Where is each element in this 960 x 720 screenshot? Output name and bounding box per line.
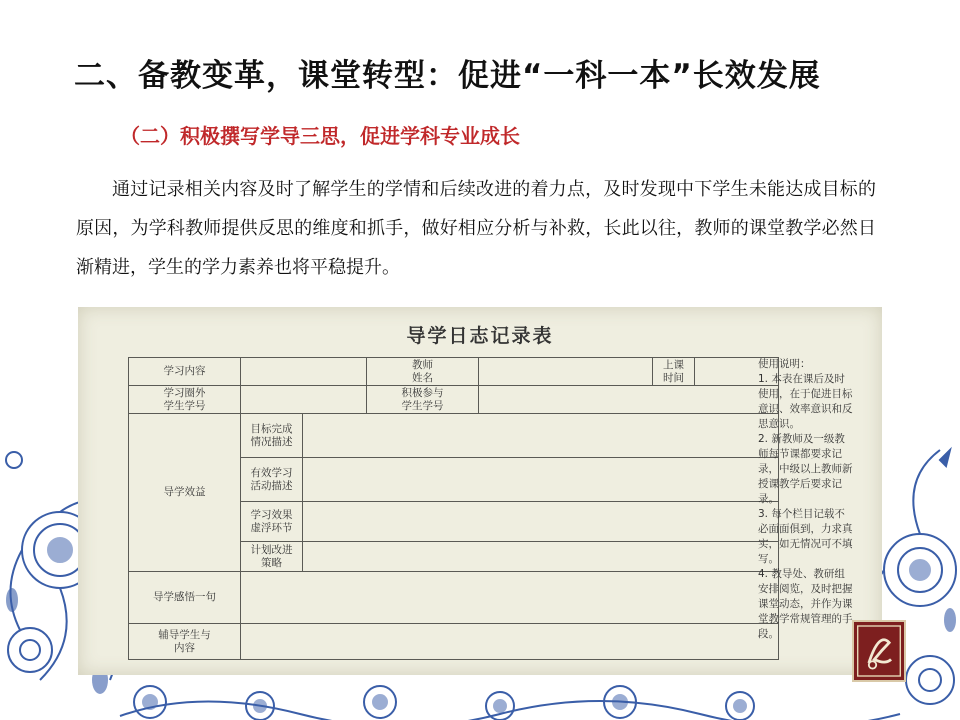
cell-weak-link [303,502,779,542]
label-improvement: 计划改进 策略 [241,542,303,572]
label-tutoring: 辅导学生与 内容 [129,624,241,660]
label-effective-activity: 有效学习 活动描述 [241,458,303,502]
label-reflection: 导学感悟一句 [129,572,241,624]
label-outside-students: 学习圈外 学生学号 [129,386,241,414]
label-active-students: 积极参与 学生学号 [367,386,479,414]
cell-effective-activity [303,458,779,502]
log-form-table [128,357,779,660]
label-effect: 导学效益 [129,414,241,572]
table-row [129,572,779,624]
label-teacher-name: 教师 姓名 [367,358,479,386]
label-content: 学习内容 [129,358,241,386]
table-row [129,386,779,414]
form-image [78,307,882,675]
table-row [129,414,779,458]
cell-improvement [303,542,779,572]
body-paragraph: 通过记录相关内容及时了解学生的学情和后续改进的着力点，及时发现中下学生未能达成目标的原因，为学科教师提供反思的维度和抓手，做好相应分析与补救，长此以往，教师的课堂教学必然日渐精进，学生的学力素养也将平稳提升。 [76,179,876,278]
cell-goal-completion [303,414,779,458]
label-weak-link: 学习效果 虚浮环节 [241,502,303,542]
cell-active-students [479,386,779,414]
section-subtitle: （二）积极撰写学导三思，促进学科专业成长 [120,124,520,148]
table-row [129,624,779,660]
table-row [129,358,779,386]
cell-teacher-name [479,358,653,386]
red-seal-logo-icon [852,620,906,682]
usage-instructions: 使用说明： 1. 本表在课后及时使用，在于促进目标意识、效率意识和反思意识。 2. 新教师及一级教师每节课都要求记录，中级以上教师新授课教学后要求记录。 3. 每个栏目记载不必面面俱到，力求真实，如无情况可不填写。 4. 教导处、教研组安排阅览，及时把握课堂动态，并作为课堂教学常规管理的手段。 [758,358,853,640]
cell-reflection [241,572,779,624]
page-title: 二、备教变革，课堂转型：促进“一科一本”长效发展 [74,58,821,94]
floral-border-bottom [0,668,960,720]
label-goal-completion: 目标完成 情况描述 [241,414,303,458]
label-class-time: 上课 时间 [653,358,695,386]
form-title: 导学日志记录表 [406,325,554,347]
cell-content [241,358,367,386]
cell-outside-students [241,386,367,414]
cell-tutoring [241,624,779,660]
